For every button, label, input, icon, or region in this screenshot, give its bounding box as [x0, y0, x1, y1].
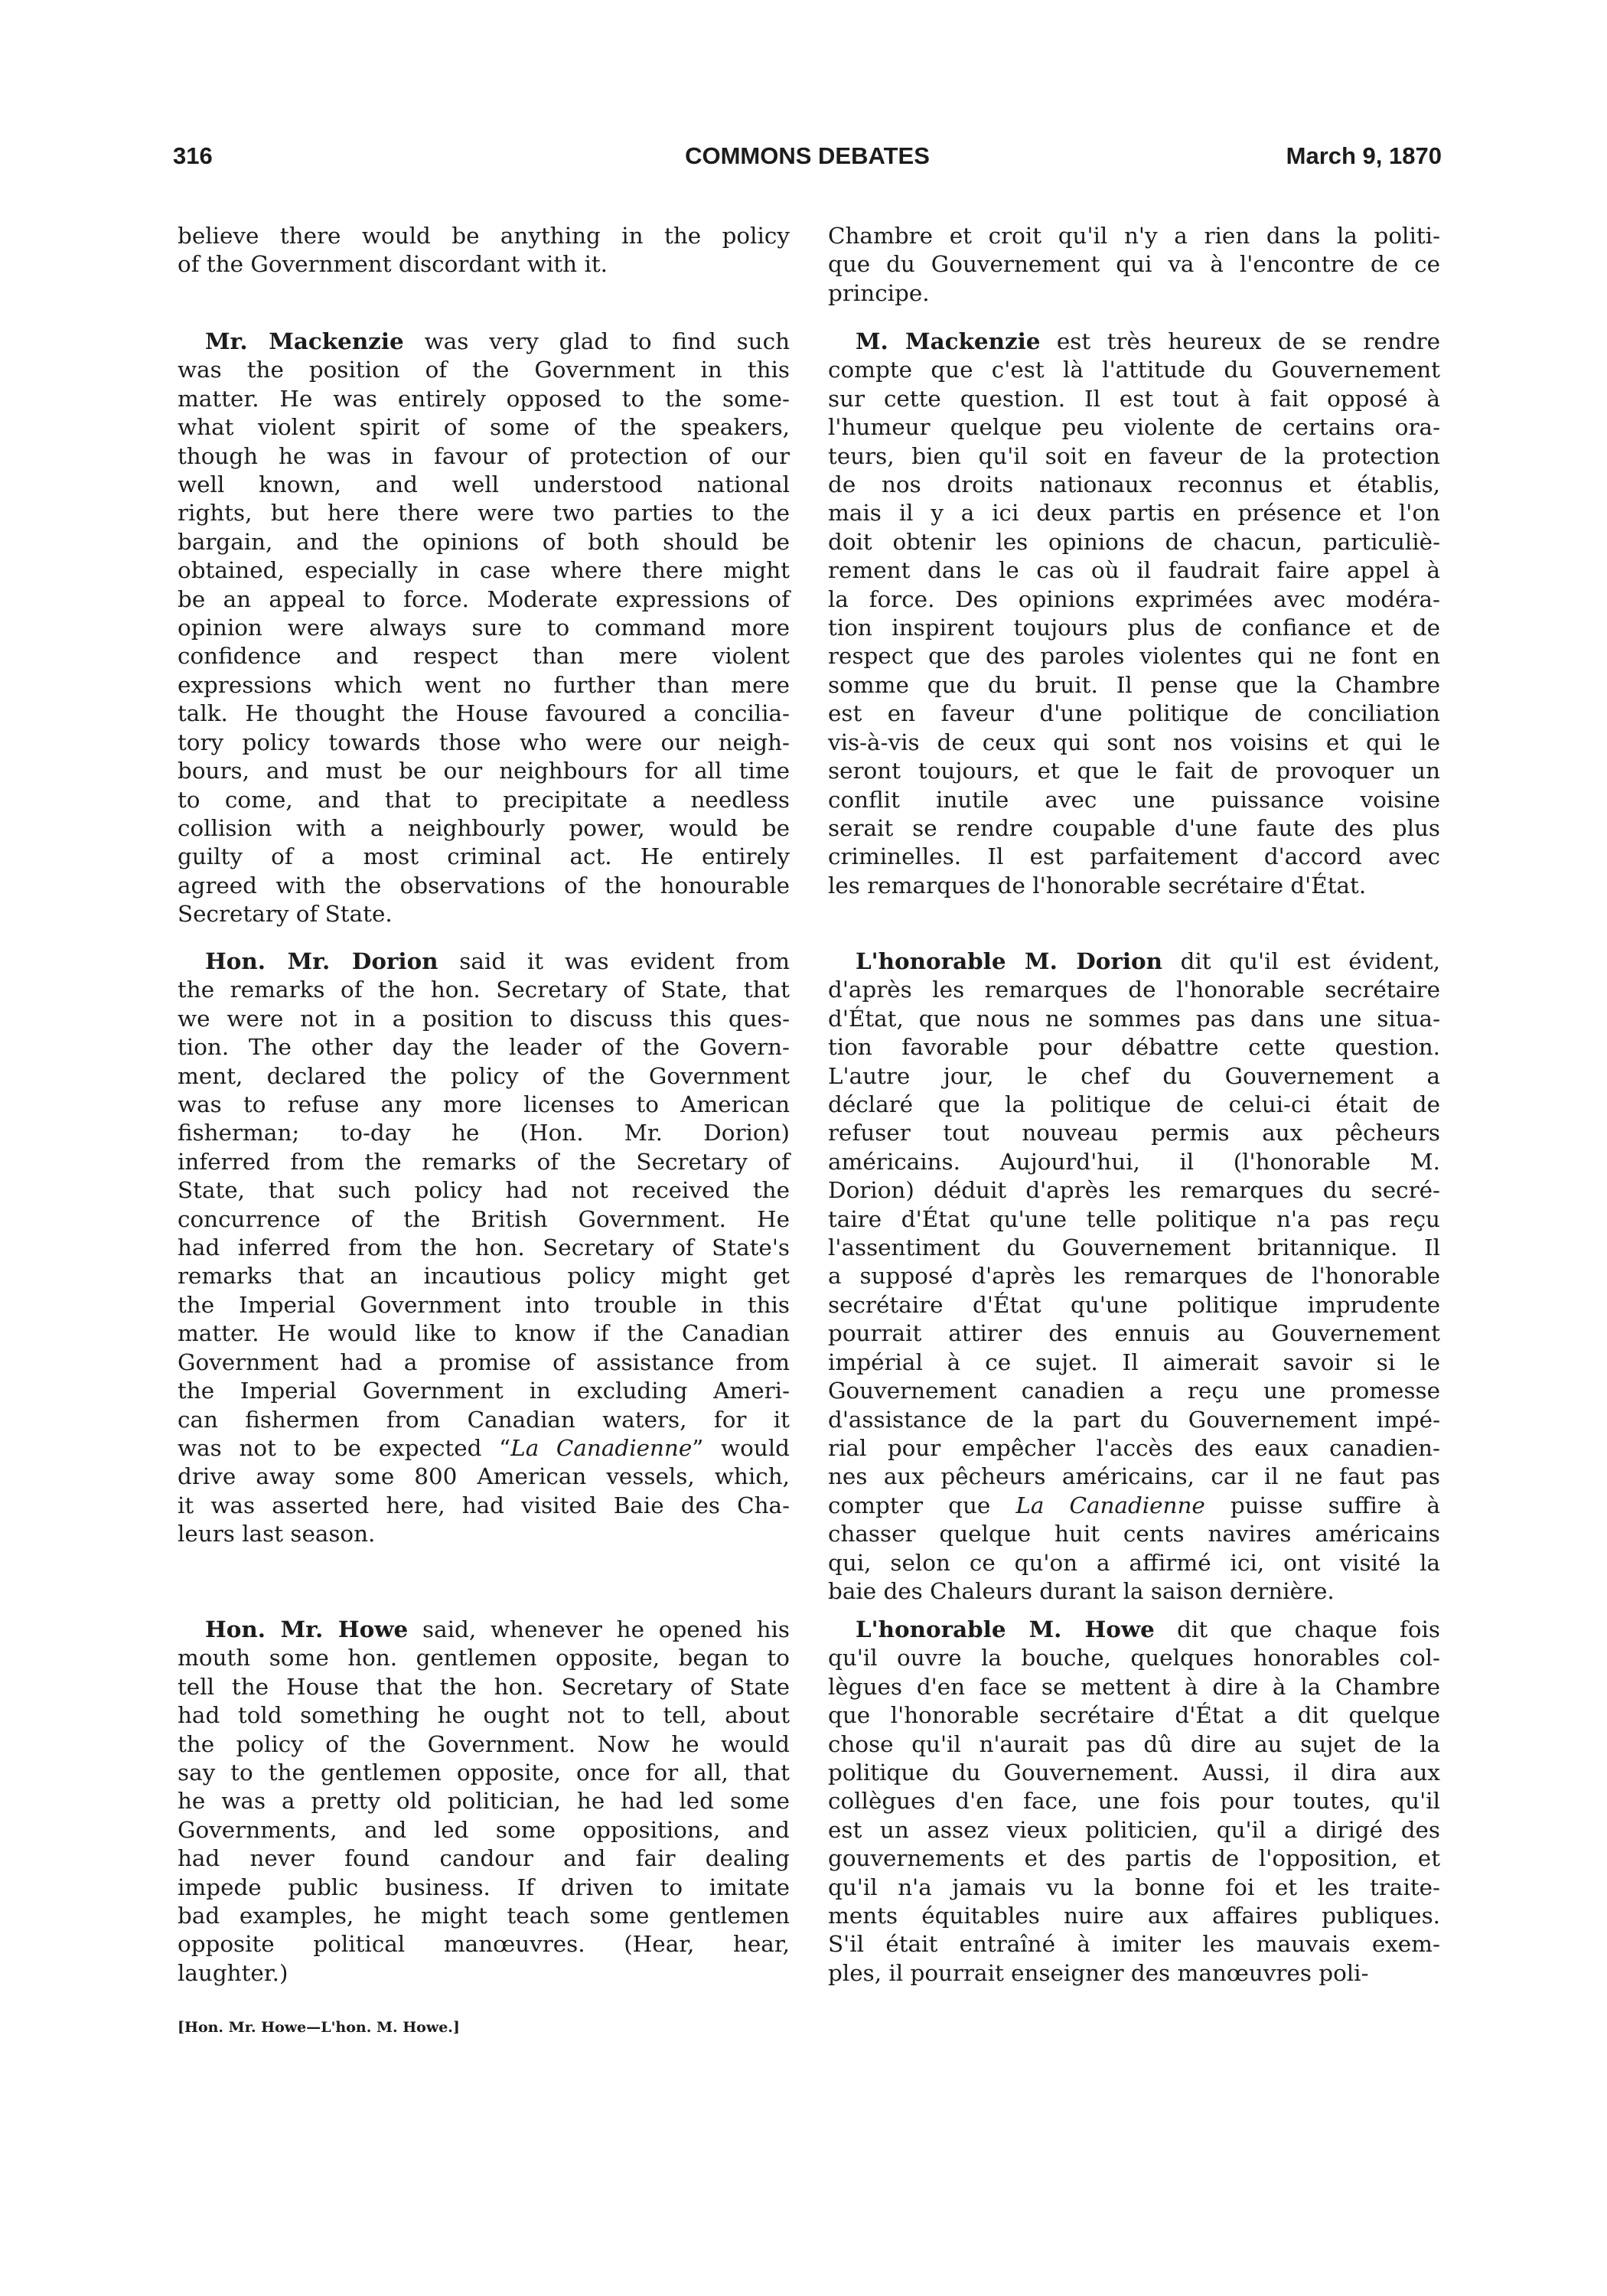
- text-line-content: the Imperial Government into trouble in this: [178, 1291, 790, 1318]
- text-line: [178, 222, 790, 250]
- text-line: [178, 1319, 790, 1348]
- text-line-content: was to refuse any more licenses to American: [178, 1091, 790, 1118]
- text-line-content: tory policy towards those who were our neigh-: [178, 729, 790, 755]
- text-line-content: tion inspirent toujours plus de confiance et de: [828, 615, 1440, 641]
- english-paragraph-howe: [178, 1615, 790, 1988]
- text-line: [178, 642, 790, 670]
- speaker-footnote: [Hon. Mr. Howe—L'hon. M. Howe.]: [178, 2019, 460, 2036]
- text-line-content: sur cette question. Il est tout à fait opposé à: [828, 385, 1440, 412]
- text-line: [178, 1406, 790, 1434]
- text-line: [828, 222, 1440, 250]
- text-line-content: Gouvernement canadien a reçu une promesse: [828, 1378, 1440, 1404]
- text-line-content: qu'il ouvre la bouche, quelques honorables col-: [828, 1645, 1440, 1671]
- text-line-content: teurs, bien qu'il soit en faveur de la protection: [828, 442, 1440, 469]
- text-line-content: rights, but here there were two parties to the: [178, 500, 790, 527]
- text-line-content: lègues d'en face se mettent à dire à la Chambre: [828, 1673, 1440, 1700]
- text-line: [178, 1033, 790, 1062]
- text-line: [828, 1644, 1440, 1672]
- text-line-content: well known, and well understood national: [178, 471, 790, 498]
- text-line-content: impede public business. If driven to imitate: [178, 1874, 790, 1900]
- text-line-content: the policy of the Government. Now he would: [178, 1730, 790, 1757]
- text-line-content: conflit inutile avec une puissance voisine: [828, 786, 1440, 813]
- text-line-content: bargain, and the opinions of both should be: [178, 528, 790, 555]
- text-line: [828, 1119, 1440, 1147]
- text-line-content: rement dans le cas où il faudrait faire appel à: [828, 557, 1440, 584]
- speaker-name: L'honorable M. Howe: [856, 1616, 1155, 1642]
- text-line-content: had inferred from the hon. Secretary of State's: [178, 1234, 790, 1261]
- text-line-content: refuser tout nouveau permis aux pêcheurs: [828, 1120, 1440, 1146]
- text-line-content: serait se rendre coupable d'une faute des plus: [828, 814, 1440, 841]
- text-line-content: what violent spirit of some of the speakers,: [178, 414, 790, 441]
- text-line-content: laughter.): [178, 1959, 288, 1986]
- text-line: [828, 1549, 1440, 1577]
- text-line-content: mais il y a ici deux partis en présence et l'on: [828, 500, 1440, 527]
- text-line: [178, 1874, 790, 1902]
- text-line: [828, 327, 1440, 356]
- text-line-content: impérial à ce sujet. Il aimerait savoir si le: [828, 1349, 1440, 1375]
- text-line-content: say to the gentlemen opposite, once for all, that: [178, 1760, 790, 1786]
- text-line: [828, 471, 1440, 499]
- text-line: [178, 1673, 790, 1701]
- text-line-content: was not to be expected “: [178, 1434, 511, 1461]
- text-line: [828, 1319, 1440, 1348]
- text-line-content: taire d'État qu'une telle politique n'a pas reçu: [828, 1205, 1440, 1232]
- text-line: [828, 1874, 1440, 1902]
- page-date: March 9, 1870: [1286, 142, 1442, 169]
- text-line-content: mouth some hon. gentlemen opposite, began to: [178, 1645, 790, 1671]
- text-line-content: inferred from the remarks of the Secretary of: [178, 1148, 790, 1175]
- text-line: [828, 1577, 1440, 1606]
- text-line-content: we were not in a position to discuss this ques-: [178, 1005, 790, 1032]
- english-paragraph-dorion: [178, 947, 790, 1549]
- text-line: [178, 1959, 790, 1988]
- text-line-content: drive away some 800 American vessels, which,: [178, 1463, 790, 1490]
- text-line: [178, 1816, 790, 1844]
- text-line: [828, 585, 1440, 614]
- text-line: [178, 1644, 790, 1672]
- text-line: [178, 1176, 790, 1205]
- text-line: [178, 585, 790, 614]
- text-line-content: américains. Aujourd'hui, il (l'honorable M.: [828, 1148, 1440, 1175]
- text-line-content: matter. He would like to know if the Canadian: [178, 1320, 790, 1347]
- text-line-content: d'après les remarques de l'honorable secrétaire: [828, 977, 1440, 1003]
- text-line-content: Governments, and led some oppositions, and: [178, 1816, 790, 1843]
- text-line: [178, 1492, 790, 1520]
- text-line-content: rial pour empêcher l'accès des eaux canadien-: [828, 1434, 1440, 1461]
- text-line: [828, 1730, 1440, 1759]
- speaker-name: Hon. Mr. Howe: [205, 1616, 409, 1642]
- text-line: [828, 1701, 1440, 1730]
- text-line: [178, 614, 790, 642]
- text-line-content: bours, and must be our neighbours for all time: [178, 758, 790, 784]
- speaker-name: Hon. Mr. Dorion: [205, 947, 438, 974]
- text-line-content: chose qu'il n'aurait pas dû dire au sujet de la: [828, 1730, 1440, 1757]
- text-line-content: the remarks of the hon. Secretary of State, that: [178, 977, 790, 1003]
- text-line: [828, 1377, 1440, 1405]
- text-line-content: d'assistance de la part du Gouvernement impé-: [828, 1406, 1440, 1433]
- text-line-content: tell the House that the hon. Secretary of State: [178, 1673, 790, 1700]
- text-line: [178, 900, 790, 928]
- text-line: [828, 279, 1440, 308]
- text-line: [178, 1148, 790, 1176]
- text-line: [828, 1930, 1440, 1958]
- text-line-content: obtained, especially in case where there might: [178, 557, 790, 584]
- text-line: [828, 614, 1440, 642]
- text-line-content: qu'il n'a jamais vu la bonne foi et les traite-: [828, 1874, 1440, 1900]
- text-line: [178, 1377, 790, 1405]
- speaker-name: Mr. Mackenzie: [205, 328, 404, 354]
- text-line: [828, 1759, 1440, 1787]
- text-line: [178, 250, 790, 279]
- text-line-content: can fishermen from Canadian waters, for it: [178, 1406, 790, 1433]
- text-line: [178, 1119, 790, 1147]
- text-line: [178, 442, 790, 471]
- text-line-content: said it was evident from: [438, 948, 790, 974]
- text-line: [828, 1673, 1440, 1701]
- text-line-content: que du Gouvernement qui va à l'encontre de ce: [828, 251, 1440, 278]
- text-line-content: somme que du bruit. Il pense que la Chambre: [828, 671, 1440, 698]
- text-line: [178, 1520, 790, 1548]
- text-line: [178, 1701, 790, 1730]
- text-line: [178, 556, 790, 585]
- text-line-content: it was asserted here, had visited Baie des Cha-: [178, 1492, 790, 1518]
- text-line: [828, 528, 1440, 556]
- text-line: [178, 385, 790, 413]
- text-line: [178, 947, 790, 976]
- text-line-content: leurs last season.: [178, 1521, 376, 1548]
- text-line: [828, 499, 1440, 527]
- text-line: [178, 1759, 790, 1787]
- text-line-content: opposite political manœuvres. (Hear, hear,: [178, 1931, 790, 1958]
- text-line: [828, 729, 1440, 757]
- text-line-content: les remarques de l'honorable secrétaire d'État.: [828, 872, 1367, 899]
- text-line-content: Secretary of State.: [178, 901, 393, 928]
- text-line: [828, 757, 1440, 785]
- newspaper-name: La Canadienne: [1015, 1492, 1205, 1518]
- text-line: [178, 1234, 790, 1262]
- text-line-content: remarks that an incautious policy might get: [178, 1263, 790, 1290]
- text-line: [178, 1902, 790, 1930]
- english-paragraph-mackenzie: [178, 327, 790, 929]
- text-line-content: was the position of the Government in this: [178, 357, 790, 383]
- text-line-content: State, that such policy had not received the: [178, 1177, 790, 1204]
- text-line: [828, 947, 1440, 976]
- text-line-content: seront toujours, et que le fait de provoquer un: [828, 758, 1440, 784]
- text-line: [828, 413, 1440, 442]
- text-line-content: baie des Chaleurs durant la saison dernière.: [828, 1577, 1335, 1604]
- text-line: [828, 1463, 1440, 1491]
- text-line-content: est en faveur d'une politique de conciliation: [828, 700, 1440, 727]
- text-line: [178, 413, 790, 442]
- text-line: [828, 700, 1440, 728]
- text-line-content: be an appeal to force. Moderate expressions of: [178, 585, 790, 612]
- text-line-content: the Imperial Government in excluding Ameri-: [178, 1378, 790, 1404]
- text-line: [828, 1005, 1440, 1033]
- text-line-content: had told something he ought not to tell, about: [178, 1702, 790, 1729]
- text-line-content: vis-à-vis de ceux qui sont nos voisins et qui le: [828, 729, 1440, 755]
- text-line: [178, 1787, 790, 1815]
- text-line: [828, 1234, 1440, 1262]
- page-number: 316: [173, 142, 213, 169]
- french-paragraph-dorion: [828, 947, 1440, 1606]
- text-line: [178, 1291, 790, 1319]
- text-line: [178, 327, 790, 356]
- text-line-content: gouvernements et des partis de l'opposition, et: [828, 1845, 1440, 1872]
- text-line: [828, 1349, 1440, 1377]
- text-line: [828, 1033, 1440, 1062]
- text-line: [178, 1930, 790, 1958]
- text-line: [828, 1406, 1440, 1434]
- text-line-content: doit obtenir les opinions de chacun, particuliè-: [828, 528, 1440, 555]
- text-line-content: la force. Des opinions exprimées avec modéra-: [828, 585, 1440, 612]
- text-line-content: nes aux pêcheurs américains, car il ne faut pas: [828, 1463, 1440, 1490]
- text-line-content: Government had a promise of assistance from: [178, 1349, 790, 1375]
- text-line: [828, 1091, 1440, 1119]
- text-line-content: puisse suffire à: [1204, 1492, 1440, 1518]
- text-line-content: fisherman; to-day he (Hon. Mr. Dorion): [178, 1120, 790, 1146]
- page-header: [173, 142, 1442, 173]
- text-line: [178, 1005, 790, 1033]
- text-line: [178, 843, 790, 871]
- text-line-content: ples, il pourrait enseigner des manœuvres poli-: [828, 1959, 1369, 1986]
- text-line: [178, 729, 790, 757]
- text-line: [178, 757, 790, 785]
- text-line-content: of the Government discordant with it.: [178, 251, 608, 278]
- text-line: [828, 1434, 1440, 1463]
- text-line: [828, 250, 1440, 279]
- text-line-content: tion. The other day the leader of the Govern-: [178, 1034, 790, 1061]
- text-line-content: though he was in favour of protection of our: [178, 442, 790, 469]
- text-line: [828, 814, 1440, 843]
- speaker-name: L'honorable M. Dorion: [856, 947, 1162, 974]
- text-line-content: principe.: [828, 279, 930, 306]
- text-line: [178, 1091, 790, 1119]
- text-line: [178, 1349, 790, 1377]
- text-line-content: confidence and respect than mere violent: [178, 643, 790, 670]
- text-line-content: was very glad to find such: [403, 328, 790, 354]
- text-line: [828, 1291, 1440, 1319]
- text-line: [178, 471, 790, 499]
- text-line-content: expressions which went no further than mere: [178, 671, 790, 698]
- text-line-content: guilty of a most criminal act. He entirely: [178, 843, 790, 870]
- text-line-content: politique du Gouvernement. Aussi, il dira aux: [828, 1760, 1440, 1786]
- text-line: [828, 671, 1440, 700]
- text-line: [828, 1816, 1440, 1844]
- text-line: [828, 786, 1440, 814]
- text-line-content: to come, and that to precipitate a needless: [178, 786, 790, 813]
- text-line: [178, 1062, 790, 1091]
- text-line: [828, 1262, 1440, 1290]
- text-line-content: déclaré que la politique de celui-ci était de: [828, 1091, 1440, 1118]
- text-line-content: l'humeur quelque peu violente de certains ora-: [828, 414, 1440, 441]
- text-line: [178, 356, 790, 384]
- text-line: [178, 786, 790, 814]
- text-line: [178, 499, 790, 527]
- text-line-content: chasser quelque huit cents navires américains: [828, 1521, 1440, 1548]
- text-line: [178, 1463, 790, 1491]
- text-line: [178, 976, 790, 1004]
- text-line: [828, 356, 1440, 384]
- text-line: [828, 1844, 1440, 1873]
- text-line: [828, 1205, 1440, 1234]
- text-line-content: S'il était entraîné à imiter les mauvais exem-: [828, 1931, 1440, 1958]
- speaker-name: M. Mackenzie: [856, 328, 1041, 354]
- text-line-content: pourrait attirer des ennuis au Gouvernement: [828, 1320, 1440, 1347]
- text-line: [828, 1148, 1440, 1176]
- text-line-content: que l'honorable secrétaire d'État a dit quelque: [828, 1702, 1440, 1729]
- text-line: [828, 556, 1440, 585]
- text-line-content: concurrence of the British Government. He: [178, 1205, 790, 1232]
- text-line: [178, 1205, 790, 1234]
- text-line-content: qui, selon ce qu'on a affirmé ici, ont visité la: [828, 1549, 1440, 1576]
- text-line-content: had never found candour and fair dealing: [178, 1845, 790, 1872]
- text-line-content: opinion were always sure to command more: [178, 615, 790, 641]
- text-line: [178, 1844, 790, 1873]
- text-line: [828, 1959, 1440, 1988]
- text-line: [828, 642, 1440, 670]
- text-line: [828, 1492, 1440, 1520]
- text-line-content: believe there would be anything in the policy: [178, 223, 790, 249]
- text-line-content: criminelles. Il est parfaitement d'accord avec: [828, 843, 1440, 870]
- french-paragraph-mackenzie: [828, 327, 1440, 900]
- text-line: [828, 1902, 1440, 1930]
- text-line: [178, 1615, 790, 1644]
- text-line-content: agreed with the observations of the honourable: [178, 872, 790, 899]
- text-line: [178, 1730, 790, 1759]
- text-line-content: d'État, que nous ne sommes pas dans une situa-: [828, 1005, 1440, 1032]
- newspaper-name: La Canadienne: [510, 1434, 693, 1461]
- text-line-content: said, whenever he opened his: [408, 1616, 790, 1642]
- text-line-content: tion favorable pour débattre cette question.: [828, 1034, 1440, 1061]
- text-line-content: matter. He was entirely opposed to the some-: [178, 385, 790, 412]
- text-line-content: dit que chaque fois: [1154, 1616, 1440, 1642]
- text-line-content: Chambre et croit qu'il n'y a rien dans la politi-: [828, 223, 1440, 249]
- text-line-content: ” would: [692, 1434, 790, 1461]
- text-line: [828, 1615, 1440, 1644]
- text-line: [178, 1434, 790, 1463]
- text-line: [178, 1262, 790, 1290]
- text-line-content: respect que des paroles violentes qui ne font en: [828, 643, 1440, 670]
- publication-title: COMMONS DEBATES: [685, 142, 930, 169]
- text-line: [828, 872, 1440, 900]
- text-line: [828, 976, 1440, 1004]
- text-line-content: talk. He thought the House favoured a concilia-: [178, 700, 790, 727]
- text-line-content: compter que: [828, 1492, 1016, 1518]
- text-line-content: collègues d'en face, une fois pour toutes, qu'il: [828, 1788, 1440, 1815]
- french-paragraph-continuation: [828, 222, 1440, 308]
- text-line-content: L'autre jour, le chef du Gouvernement a: [828, 1062, 1440, 1089]
- text-line-content: bad examples, he might teach some gentlemen: [178, 1903, 790, 1929]
- text-line: [828, 442, 1440, 471]
- text-line-content: secrétaire d'État qu'une politique imprudente: [828, 1291, 1440, 1318]
- text-line-content: Dorion) déduit d'après les remarques du secré-: [828, 1177, 1440, 1204]
- text-line-content: a supposé d'après les remarques de l'honorable: [828, 1263, 1440, 1290]
- text-line: [178, 671, 790, 700]
- text-line-content: est un assez vieux politicien, qu'il a dirigé des: [828, 1816, 1440, 1843]
- text-line-content: he was a pretty old politician, he had led some: [178, 1788, 790, 1815]
- text-line: [828, 1787, 1440, 1815]
- text-line: [828, 843, 1440, 871]
- text-line-content: compte que c'est là l'attitude du Gouvernement: [828, 357, 1440, 383]
- french-paragraph-howe: [828, 1615, 1440, 1988]
- text-line: [828, 1520, 1440, 1548]
- text-line-content: ments équitables nuire aux affaires publiques.: [828, 1903, 1440, 1929]
- english-paragraph-continuation: [178, 222, 790, 279]
- text-line-content: ment, declared the policy of the Government: [178, 1062, 790, 1089]
- text-line: [178, 528, 790, 556]
- text-line-content: de nos droits nationaux reconnus et établis,: [828, 471, 1440, 498]
- text-line-content: l'assentiment du Gouvernement britannique. Il: [828, 1234, 1440, 1261]
- text-line-content: dit qu'il est évident,: [1162, 948, 1440, 974]
- text-line-content: est très heureux de se rendre: [1040, 328, 1440, 354]
- text-line: [828, 385, 1440, 413]
- text-line: [828, 1176, 1440, 1205]
- text-line: [178, 814, 790, 843]
- text-line: [178, 700, 790, 728]
- text-line-content: collision with a neighbourly power, would be: [178, 814, 790, 841]
- text-line: [178, 872, 790, 900]
- text-line: [828, 1062, 1440, 1091]
